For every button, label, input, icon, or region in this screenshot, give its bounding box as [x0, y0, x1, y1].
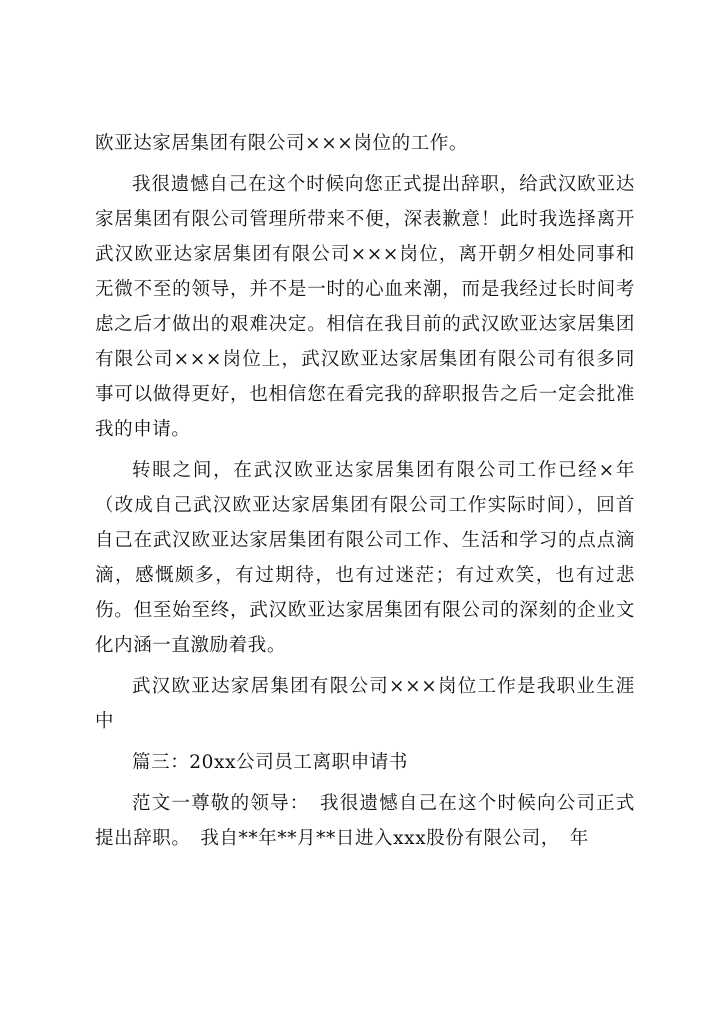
section-heading: 篇三：20xx公司员工离职申请书 [132, 752, 409, 773]
paragraph-resignation-regret: 我很遗憾自己在这个时候向您正式提出辞职，给武汉欧亚达家居集团有限公司管理所带来不便，深表歉意！此时我选择离开武汉欧亚达家居集团有限公司×××岗位，离开朝夕相处同事和无微不至的领导，并不是一时的心血来潮，而是我经过长时间考虑之后才做出的艰难决定。相信在我目前的武汉欧亚达家居集团有限公司×××岗位上，武汉欧亚达家居集团有限公司有很多同事可以做得更好，也相信您在看完我的辞职报告之后一定会批准我的申请。 [95, 174, 635, 440]
paragraph-sample-letter: 范文一尊敬的领导： 我很遗憾自己在这个时候向公司正式提出辞职。 我自**年**月**日进入xxx股份有限公司， 年 [95, 793, 635, 849]
paragraph-time-reflection: 转眼之间，在武汉欧亚达家居集团有限公司工作已经×年（改成自己武汉欧亚达家居集团有限公司工作实际时间），回首自己在武汉欧亚达家居集团有限公司工作、生活和学习的点点滴滴，感慨颇多，有过期待，也有过迷茫；有过欢笑，也有过悲伤。但至始至终，武汉欧亚达家居集团有限公司的深刻的企业文化内涵一直激励着我。 [95, 460, 635, 656]
paragraph-career-note: 武汉欧亚达家居集团有限公司×××岗位工作是我职业生涯中 [95, 676, 635, 732]
document-body [95, 126, 635, 862]
paragraph-continuation: 欧亚达家居集团有限公司×××岗位的工作。 [95, 133, 469, 154]
